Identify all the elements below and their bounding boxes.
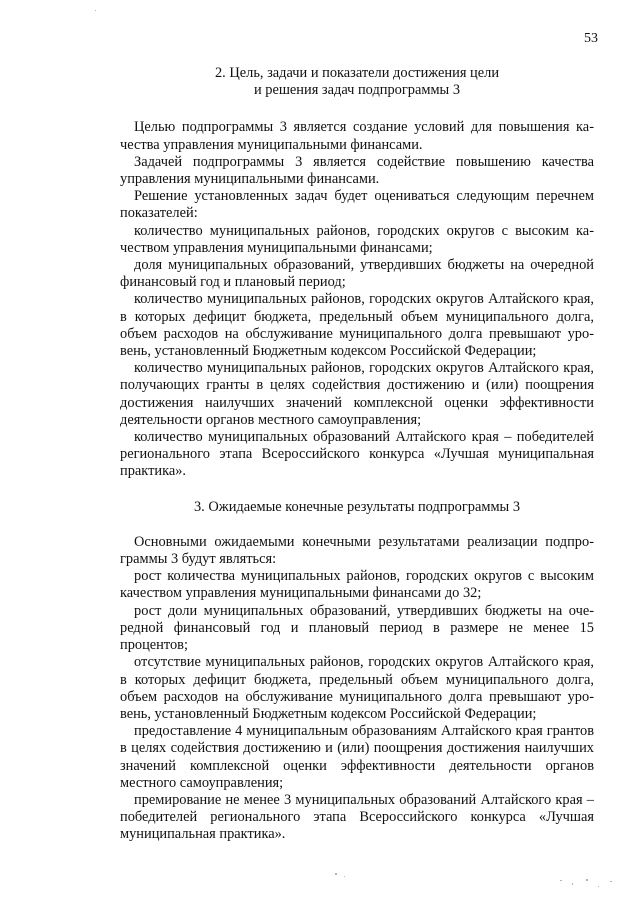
section-3-paragraph-intro: Основными ожидаемыми конечными результатами реализации подпрограммы 3 будут являться: [120,533,594,568]
scan-speck [95,10,96,11]
scan-speck [586,879,588,881]
scan-speck [610,881,612,882]
section-2-paragraph-task: Задачей подпрограммы 3 является содействие повышению качества управления муниципальными финансами. [120,153,594,188]
section-2-heading [120,65,594,99]
section-2-body [120,119,594,480]
page-number: 53 [584,31,598,46]
section-3-result-3: отсутствие муниципальных районов, городских округов Алтайского края, в которых дефицит бюджета, предельный объем муниципального долга, объем расходов на обслуживание муниципального долга превышают уровень, установленный Бюджетным кодексом Российской Федерации; [120,654,594,722]
section-3-body [120,534,594,844]
section-2-indicator-2: доля муниципальных образований, утвердивших бюджеты на очередной финансовый год и плановый период; [120,257,594,291]
scan-speck [572,883,573,885]
section-3-result-1: рост количества муниципальных районов, городских округов с высоким качеством управления муниципальными финансами до 32; [120,568,594,602]
section-2-indicator-5: количество муниципальных образований Алтайского края – победителей регионального этапа Всероссийского конкурса «Лучшая муниципальная практика». [120,429,594,480]
section-2-indicator-3: количество муниципальных районов, городских округов Алтайского края, в которых дефицит бюджета, предельный объем муниципального долга, объем расходов на обслуживание муниципального долга превышают уровень, установленный Бюджетным кодексом Российской Федерации; [120,291,594,360]
scan-speck [335,873,337,875]
page-content [120,60,594,844]
section-2-indicator-4: количество муниципальных районов, городских округов Алтайского края, получающих гранты в целях содействия достижению и (или) поощрения достижения наилучших значений комплексной оценки эффективности деятельности органов местного самоуправления; [120,360,594,428]
section-2-heading-line-1: 2. Цель, задачи и показатели достижения цели [214,65,500,81]
section-2-paragraph-evaluation: Решение установленных задач будет оцениваться следующим перечнем показателей: [120,188,594,222]
section-3-result-2: рост доли муниципальных образований, утвердивших бюджеты на очередной финансовый год и плановый период в размере не менее 15 процентов; [120,602,594,654]
scan-speck [344,876,345,877]
scan-speck [598,886,599,887]
section-2-paragraph-goal: Целью подпрограммы 3 является создание условий для повышения качества управления муниципальными финансами. [120,119,594,153]
section-2-indicator-1: количество муниципальных районов, городских округов с высоким качеством управления муниципальными финансами; [120,222,594,256]
section-3-heading: 3. Ожидаемые конечные результаты подпрограммы 3 [193,498,521,515]
section-3-result-5: премирование не менее 3 муниципальных образований Алтайского края – победителей регионального этапа Всероссийского конкурса «Лучшая муниципальная практика». [120,791,594,843]
section-2-heading-line-2: и решения задач подпрограммы 3 [253,82,461,99]
section-3-result-4: предоставление 4 муниципальным образованиям Алтайского края грантов в целях содействия достижению и (или) поощрения достижения наилучших значений комплексной оценки эффективности деятельности органов местного самоуправления; [120,723,594,791]
scan-speck [560,880,562,881]
